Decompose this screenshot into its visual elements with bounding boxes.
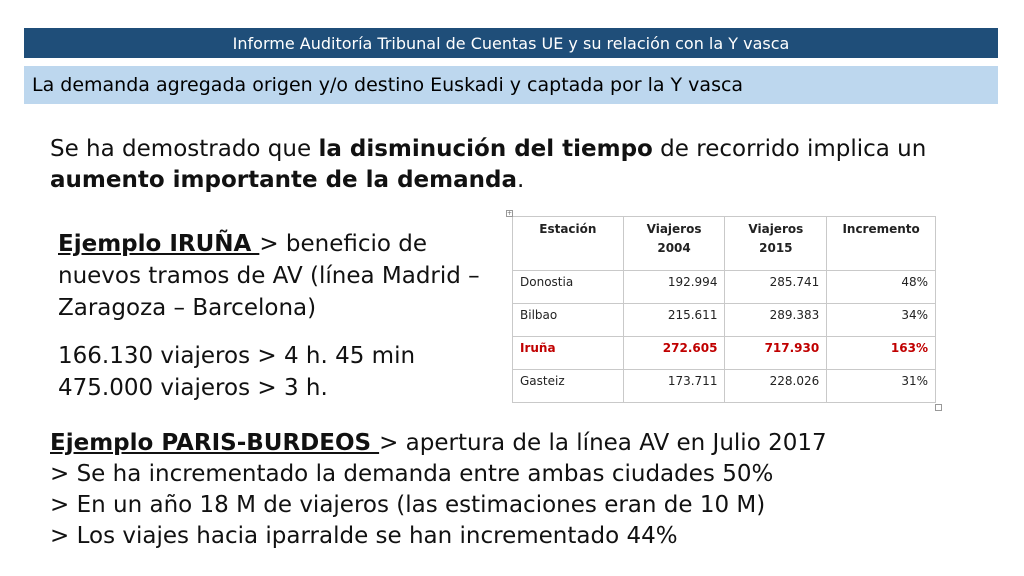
intro-text-2: de recorrido implica un (652, 136, 927, 162)
cell-travelers-2004: 192.994 (623, 271, 725, 304)
stations-table (512, 216, 936, 403)
intro-bold-2: aumento importante de la demanda (50, 167, 517, 193)
paris-line-2: > En un año 18 M de viajeros (las estimaciones eran de 10 M) (50, 492, 766, 518)
paris-line-1: > Se ha incrementado la demanda entre ambas ciudades 50% (50, 461, 774, 487)
cell-increase: 163% (827, 337, 936, 370)
stations-table-wrapper (507, 210, 936, 403)
slide-subtitle (24, 66, 998, 104)
intro-text-3: . (516, 167, 525, 193)
table-header-row (513, 217, 936, 271)
cell-station: Gasteiz (513, 370, 624, 403)
cell-travelers-2015: 289.383 (725, 304, 827, 337)
iruna-heading: Ejemplo IRUÑA (58, 231, 260, 257)
cell-travelers-2015: 285.741 (725, 271, 827, 304)
cell-travelers-2015: 228.026 (725, 370, 827, 403)
paris-line-3: > Los viajes hacia iparralde se han incrementado 44% (50, 523, 678, 549)
table-row (513, 304, 936, 337)
iruna-stats (58, 340, 488, 404)
iruna-stat-line-2: 475.000 viajeros > 3 h. (58, 375, 328, 401)
table-resize-handle-icon[interactable] (935, 404, 942, 411)
cell-increase: 31% (827, 370, 936, 403)
table-row-highlighted (513, 337, 936, 370)
iruna-example (58, 228, 488, 324)
cell-increase: 48% (827, 271, 936, 304)
cell-station: Bilbao (513, 304, 624, 337)
iruna-stat-line-1: 166.130 viajeros > 4 h. 45 min (58, 343, 416, 369)
cell-travelers-2004: 272.605 (623, 337, 725, 370)
header-cell-station: Estación (513, 217, 624, 271)
slide-title (24, 28, 998, 58)
table-row (513, 271, 936, 304)
cell-increase: 34% (827, 304, 936, 337)
header-cell-increase: Incremento (827, 217, 936, 271)
paris-text: > apertura de la línea AV en Julio 2017 (379, 430, 827, 456)
slide-subtitle-text: La demanda agregada origen y/o destino Euskadi y captada por la Y vasca (32, 74, 744, 96)
paris-line-0 (50, 428, 990, 459)
header-cell-travelers-2015: Viajeros 2015 (725, 217, 827, 271)
iruna-text: > beneficio de nuevos tramos de AV (línea Madrid – Zaragoza – Barcelona) (58, 231, 480, 321)
intro-text-1: Se ha demostrado que (50, 136, 319, 162)
table-move-handle-icon[interactable]: + (507, 210, 513, 217)
cell-travelers-2004: 215.611 (623, 304, 725, 337)
cell-station: Donostia (513, 271, 624, 304)
paris-example (50, 428, 990, 552)
paris-heading: Ejemplo PARIS-BURDEOS (50, 430, 380, 456)
cell-travelers-2004: 173.711 (623, 370, 725, 403)
slide-title-text: Informe Auditoría Tribunal de Cuentas UE y su relación con la Y vasca (232, 33, 790, 53)
cell-travelers-2015: 717.930 (725, 337, 827, 370)
table-row (513, 370, 936, 403)
intro-bold-1: la disminución del tiempo (318, 136, 653, 162)
intro-paragraph (50, 134, 930, 196)
cell-station: Iruña (513, 337, 624, 370)
header-cell-travelers-2004: Viajeros 2004 (623, 217, 725, 271)
